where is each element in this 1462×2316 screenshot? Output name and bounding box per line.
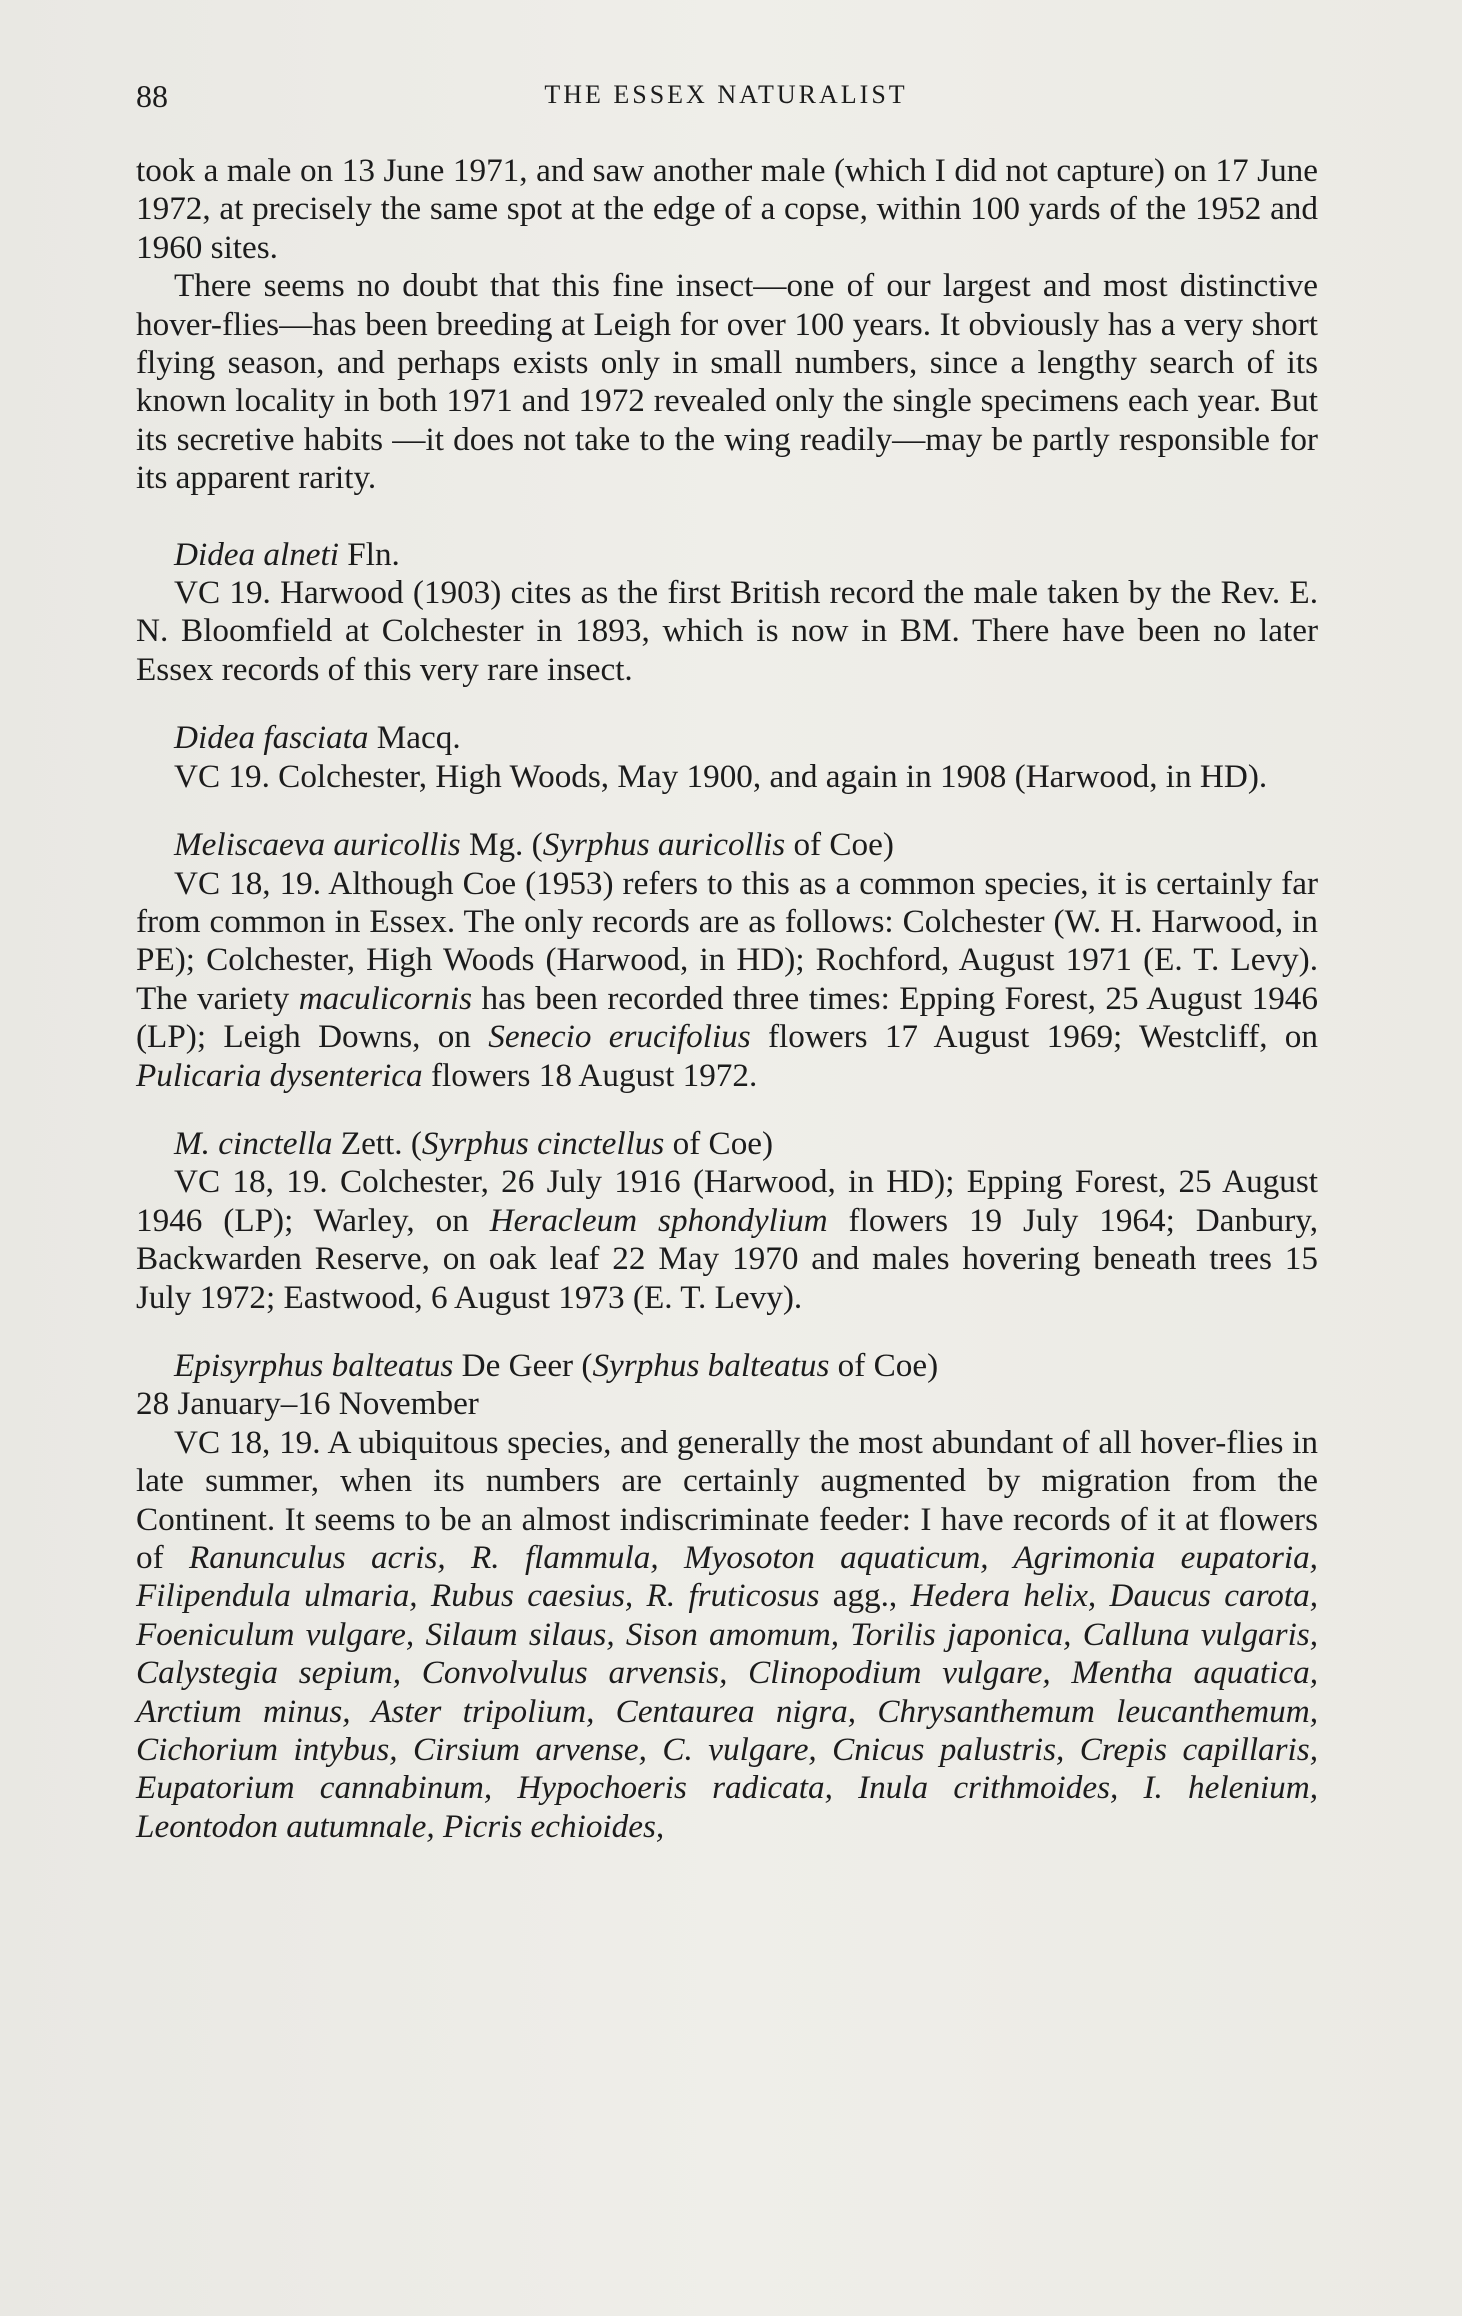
species-record: VC 19. Colchester, High Woods, May 1900, and again in 1908 (Harwood, in HD). [174,757,1268,795]
record-text: has been recorded three times: Epping Forest, 25 August 1946 (LP); Leigh Downs, on [136,979,1318,1056]
intro-paragraph-2: There seems no doubt that this fine insect—one of our largest and most distinctive hover-flies—has been breeding at Leigh for over 100 years. It obviously has a very short flying season, and perhaps exists only in small numbers, since a lengthy search of its known locality in both 1971 and 1972 revealed only the single specimens each year. But its secretive habits —it does not take to the wing readily—may be partly responsible for its apparent rarity. [136,267,1318,497]
species-heading [136,536,1318,574]
species-heading [136,719,1318,757]
species-name: Episyrphus balteatus [174,1346,454,1384]
record-text: VC 18, 19. Colchester, 26 July 1916 (Harwood, in HD); Epping Forest, 25 August 1946 (LP); Warley, on [136,1163,1318,1239]
record-text: agg., [819,1577,911,1615]
plant-list: Hedera helix, Daucus carota, Foeniculum vulgare, Silaum silaus, Sison amomum, Torilis japonica, Calluna vulgaris, Calystegia sepium, Convolvulus arvensis, Clinopodium vulgare, Mentha aquatica, Arctium minus, Aster tripolium, Centaurea nigra, Chrysanthemum leucanthemum, Cichorium intybus, Cirsium arvense, C. vulgare, Cnicus palustris, Crepis capillaris, Eupatorium cannabinum, Hypochoeris radicata, Inula crithmoides, I. helenium, Leontodon autumnale, Picris echioides, [136,1577,1318,1845]
species-name: M. cinctella [174,1124,333,1162]
species-synonym: Syrphus cinctellus [421,1124,665,1162]
species-record [136,865,1318,1095]
species-author: Macq. [368,719,461,757]
species-author: Mg. ( [460,826,543,864]
species-author: De Geer ( [453,1346,593,1384]
variety-name: maculicornis [298,979,472,1017]
species-heading [136,1347,1318,1385]
species-name: Meliscaeva auricollis [174,826,461,864]
species-synonym-suffix: of Coe) [829,1346,939,1384]
flight-dates: 28 January–16 November [136,1385,479,1423]
record-text: flowers 18 August 1972. [422,1056,758,1094]
record-text: VC 18, 19. A ubiquitous species, and generally the most abundant of all hover-flies in late summer, when its numbers are certainly augmented by migration from the Continent. It seems to be an almost indiscriminate feeder: I have records of it at flowers of [136,1423,1318,1576]
species-name: Didea fasciata [174,719,369,757]
record-text: flowers 17 August 1969; Westcliff, on [750,1018,1318,1056]
species-record [136,1163,1318,1317]
species-record [136,1424,1318,1846]
article-body [136,152,1318,1846]
page-number: 88 [136,78,168,114]
species-heading [136,826,1318,864]
species-synonym-suffix: of Coe) [785,826,894,864]
species-author: Fln. [338,535,400,573]
species-heading [136,1125,1318,1163]
plant-name: Pulicaria dysenterica [136,1056,423,1094]
species-author: Zett. ( [332,1124,422,1162]
running-head: THE ESSEX NATURALIST [544,80,908,109]
record-text: flowers 19 July 1964; Danbury, Backwarden Reserve, on oak leaf 22 May 1970 and males hovering beneath trees 15 July 1972; Eastwood, 6 August 1973 (E. T. Levy). [136,1201,1318,1316]
record-text: VC 18, 19. Although Coe (1953) refers to this as a common species, it is certainly far from common in Essex. The only records are as follows: Colchester (W. H. Harwood, in PE); Colchester, High Woods (Harwood, in HD); Rochford, August 1971 (E. T. Levy). The variety [136,864,1318,1017]
plant-name: Senecio erucifolius [488,1018,751,1056]
page-header [136,78,1316,118]
species-name: Didea alneti [174,535,339,573]
intro-paragraph-1: took a male on 13 June 1971, and saw another male (which I did not capture) on 17 June 1972, at precisely the same spot at the edge of a copse, within 100 yards of the 1952 and 1960 sites. [136,152,1318,266]
species-synonym: Syrphus auricollis [542,826,786,864]
plant-name: Heracleum sphondylium [489,1201,828,1239]
species-synonym: Syrphus balteatus [592,1346,830,1384]
species-record: VC 19. Harwood (1903) cites as the first British record the male taken by the Rev. E. N. Bloomfield at Colchester in 1893, which is now in BM. There have been no later Essex records of this very rare insect. [136,574,1318,688]
plant-list: Ranunculus acris, R. flammula, Myosoton aquaticum, Agrimonia eupatoria, Filipendula ulmaria, Rubus caesius, R. fruticosus [136,1539,1318,1615]
species-synonym-suffix: of Coe) [664,1124,774,1162]
